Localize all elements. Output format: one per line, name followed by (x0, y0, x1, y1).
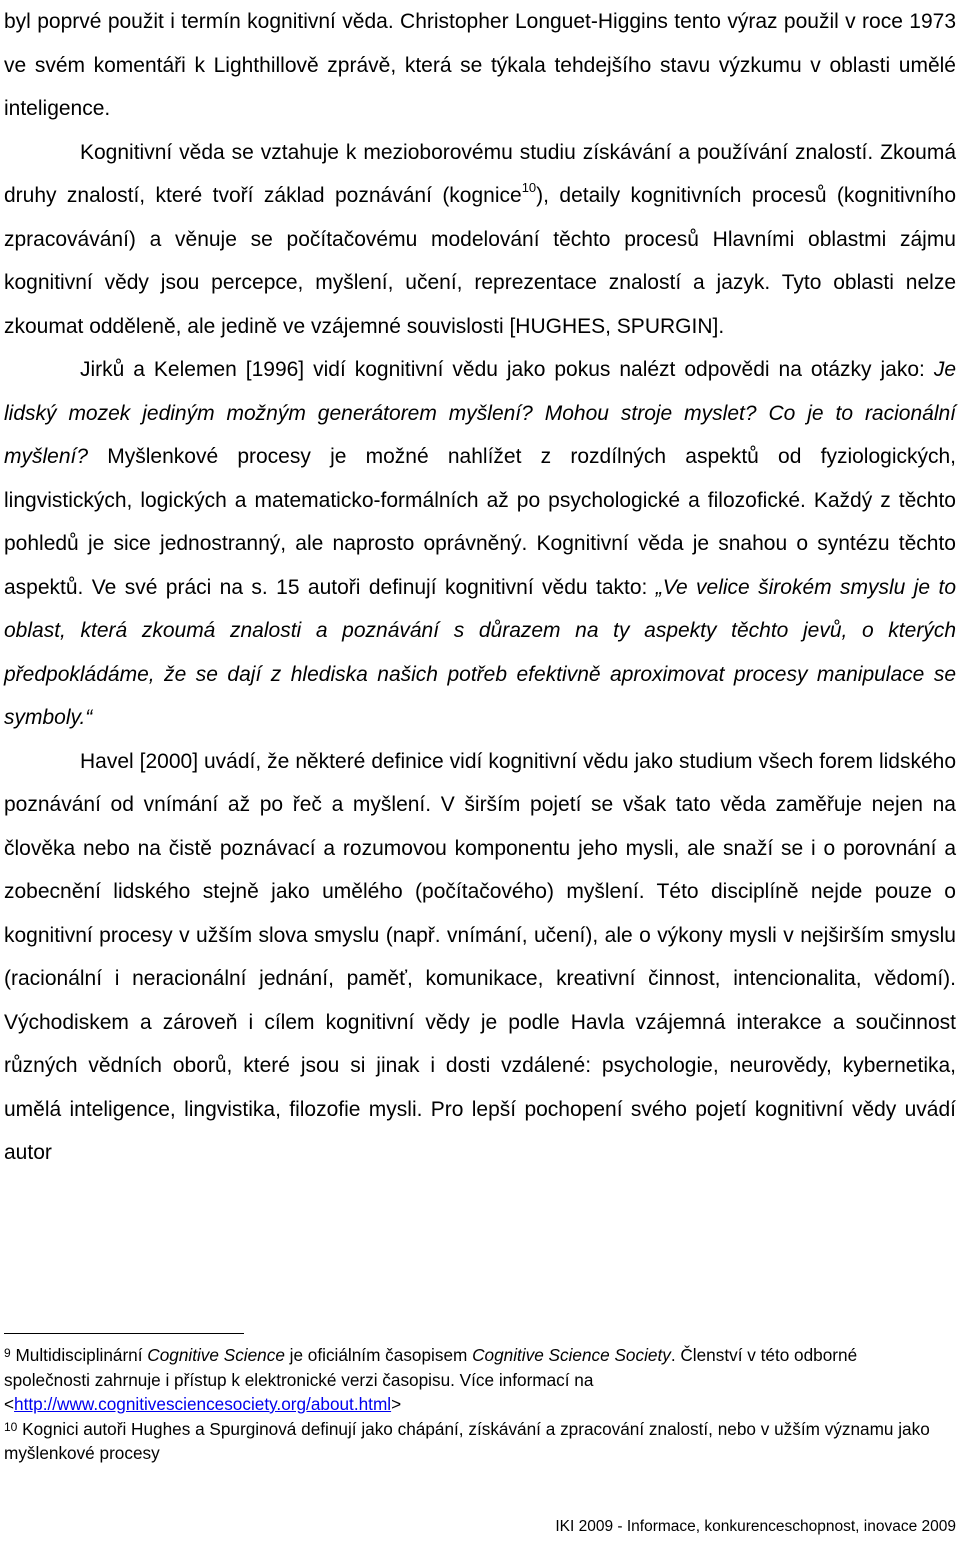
paragraph-4: Havel [2000] uvádí, že některé definice vidí kognitivní vědu jako studium všech forem lidského poznávání od vnímání až po řeč a myšlení. V širším pojetí se však tato věda zaměřuje nejen na člověka nebo na čistě poznávací a rozumovou komponentu jeho mysli, ale snaží se i o porovnání a zobecnění lidského stejně jako umělého (počítačového) myšlení. Této disciplíně nejde pouze o kognitivní procesy v užším slova smyslu (např. vnímání, učení), ale o výkony mysli v nejširším smyslu (racionální i neracionální jednání, paměť, komunikace, kreativní činnost, intencionalita, vědomí). Východiskem a zároveň i cílem kognitivní vědy je podle Havla vzájemná interakce a součinnost různých vědních oborů, které jsou si jinak i dosti vzdálené: psychologie, neurovědy, kybernetika, umělá inteligence, lingvistika, filozofie mysli. Pro lepší pochopení svého pojetí kognitivní vědy uvádí autor (4, 749, 956, 1164)
paragraph-3-start: Jirků a Kelemen [1996] vidí kognitivní vědu jako pokus nalézt odpovědi na otázky jako: (80, 358, 934, 381)
footnotes (4, 1343, 934, 1466)
paragraph-2-start: Kognitivní věda se vztahuje k mezioborovému studiu získávání a používání znalostí. Zkoumá druhy znalostí, které tvoří základ poznávání (kognice (4, 140, 956, 207)
footnote-10 (4, 1417, 934, 1466)
footnote-10-number: 10 (4, 1419, 18, 1434)
paragraph-1: byl poprvé použit i termín kognitivní věda. Christopher Longuet-Higgins tento výraz použil v roce 1973 ve svém komentáři k Lighthillově zprávě, která se týkala tehdejšího stavu výzkumu v oblasti umělé inteligence. (4, 10, 956, 120)
footnote-ref-10[interactable]: 10 (521, 180, 537, 195)
footnote-9-journal: Cognitive Science (147, 1345, 285, 1365)
footnote-10-text: Kognici autoři Hughes a Spurginová definují jako chápání, získávání a zpracování znalostí, nebo v užším významu jako myšlenkové procesy (4, 1418, 930, 1463)
paragraph-3 (4, 348, 956, 740)
page-footer: IKI 2009 - Informace, konkurenceschopnost, inovace 2009 (555, 1518, 956, 1535)
paragraph-2-end: ), detaily kognitivních procesů (kognitivního zpracovávání) a věnuje se počítačovému modelování těchto procesů Hlavními oblastmi zájmu kognitivní vědy jsou percepce, myšlení, učení, reprezentace znalostí a jazyk. Tyto oblasti nelze zkoumat odděleně, ale jedině ve vzájemné souvislosti [HUGHES, SPURGIN]. (4, 184, 957, 338)
footnote-9-text-b: je oficiálním časopisem (284, 1345, 473, 1365)
footnote-separator (4, 1333, 244, 1334)
paragraph-3-questions: Je lidský mozek jediným možným generátorem myšlení? Mohou stroje myslet? Co je to racionální myšlení? (4, 358, 956, 468)
footnote-9-text-d: > (391, 1394, 402, 1414)
paragraph-3-middle: Myšlenkové procesy je možné nahlížet z rozdílných aspektů od fyziologických, lingvistických, logických a matematicko-formálních až po psychologické a filozofické. Každý z těchto pohledů je sice jednostranný, ale naprosto oprávněný. Kognitivní věda je snahou o syntézu těchto aspektů. Ve své práci na s. 15 autoři definují kognitivní vědu takto: (4, 445, 956, 599)
body-text (4, 0, 956, 1175)
paragraph-2 (4, 131, 956, 349)
footnote-9 (4, 1343, 934, 1417)
document-page (4, 0, 956, 1175)
footnote-9-link[interactable]: http://www.cognitivesciencesociety.org/about.html (14, 1394, 392, 1414)
footnote-9-society: Cognitive Science Society (472, 1345, 671, 1365)
paragraph-3-quote: „Ve velice širokém smyslu je to oblast, která zkoumá znalosti a poznávání s důrazem na ty aspekty těchto jevů, o kterých předpokládáme, že se dají z hlediska našich potřeb efektivně aproximovat procesy manipulace se symboly.“ (4, 575, 956, 729)
footnote-9-number: 9 (4, 1346, 11, 1360)
footnote-9-text-c: . Členství v této odborné společnosti zahrnuje i přístup k elektronické verzi časopisu. Více informací na < (4, 1345, 858, 1414)
footnote-9-text-a: Multidisciplinární (15, 1345, 148, 1365)
